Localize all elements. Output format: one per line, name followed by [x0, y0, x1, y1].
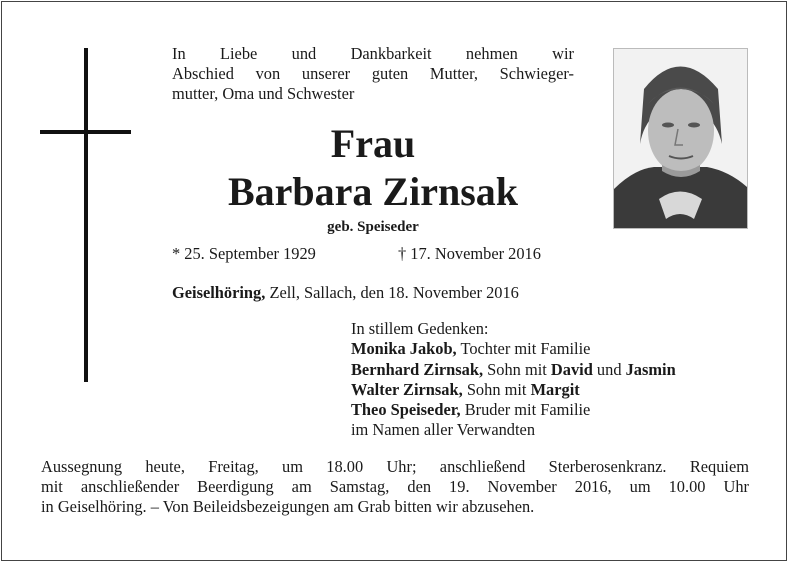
mourner-relation: Tochter mit Familie — [456, 339, 591, 359]
mourner-relation: Sohn mit — [462, 379, 531, 399]
mourner-line — [351, 339, 676, 359]
portrait-photo — [613, 48, 748, 229]
mourners-block — [351, 319, 676, 441]
mourner-name: Monika Jakob, — [351, 339, 457, 359]
mourner-name: Margit — [530, 379, 580, 399]
notice-line-1: Aussegnung heute, Freitag, um 18.00 Uhr; anschließend Sterberosenkranz. Requiem — [41, 457, 749, 476]
intro-text — [172, 44, 574, 104]
mourner-name: Theo Speiseder, — [351, 400, 461, 420]
mourner-relation: Sohn mit — [483, 359, 551, 379]
place-bold: Geiselhöring, — [172, 283, 266, 302]
mourners-heading: In stillem Gedenken: — [351, 319, 489, 338]
mourner-name: David — [550, 359, 593, 379]
mourner-relation: und — [592, 359, 626, 379]
birth-date: * 25. September 1929 — [172, 244, 316, 263]
place-date-line — [172, 283, 519, 303]
mourner-name: Walter Zirnsak, — [351, 379, 463, 399]
notice-line-2: mit anschließender Beerdigung am Samstag, den 19. November 2016, um 10.00 Uhr — [41, 477, 749, 496]
place-rest: Zell, Sallach, den 18. November 2016 — [265, 283, 519, 302]
intro-line-3: mutter, Oma und Schwester — [172, 84, 355, 103]
mourner-name: Bernhard Zirnsak, — [351, 359, 484, 379]
cross-vertical-bar — [84, 48, 88, 382]
mourner-line — [351, 380, 676, 400]
intro-line-2: Abschied von unserer guten Mutter, Schwieger- — [172, 64, 574, 83]
salutation: Frau — [330, 121, 416, 166]
deceased-name: Barbara Zirnsak — [227, 169, 519, 214]
notice-line-3: in Geiselhöring. – Von Beileidsbezeigungen am Grab bitten wir abzusehen. — [41, 497, 535, 516]
cross-horizontal-bar — [40, 130, 131, 134]
portrait-icon — [614, 49, 747, 228]
death-date: † 17. November 2016 — [398, 244, 541, 263]
maiden-name: geb. Speiseder — [327, 219, 419, 235]
mourner-name: Jasmin — [625, 359, 676, 379]
mourners-closing: im Namen aller Verwandten — [351, 420, 536, 440]
intro-line-1: In Liebe und Dankbarkeit nehmen wir — [172, 44, 574, 63]
mourner-relation: Bruder mit Familie — [460, 400, 591, 420]
funeral-notice — [41, 457, 749, 517]
mourner-line — [351, 360, 676, 380]
mourner-line — [351, 400, 676, 420]
